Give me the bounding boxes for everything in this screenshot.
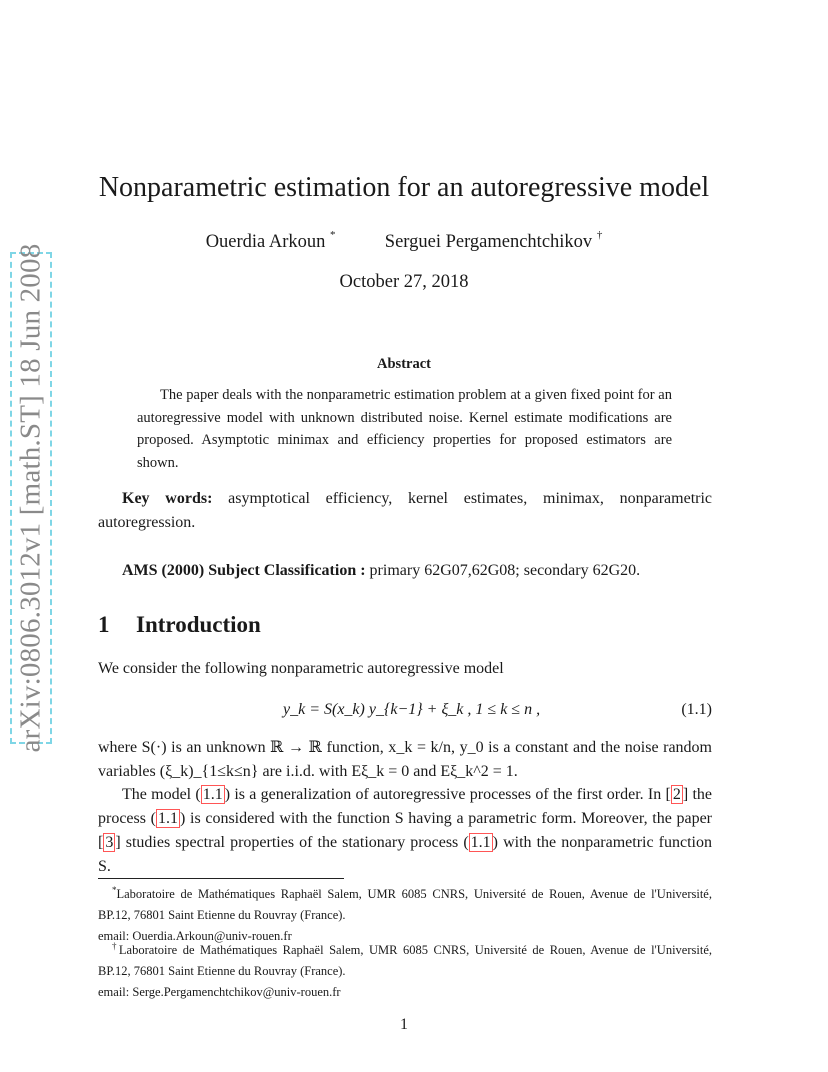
text-run: ) is considered with the function S having a parametric form. Moreover, the paper [ (98, 810, 713, 851)
footnote-mark: † (596, 229, 603, 241)
citation-link[interactable]: 2 (672, 786, 681, 803)
abstract-heading: Abstract (377, 356, 431, 372)
intro-sentence: We consider the following nonparametric autoregressive model (98, 660, 504, 677)
ams-text: primary 62G07,62G08; secondary 62G20. (369, 562, 641, 579)
text-run: ) is a generalization of autoregressive processes of the first order. In [ (224, 786, 671, 803)
equation-link[interactable]: 1.1 (470, 834, 491, 851)
footnote-text: Laboratoire de Mathématiques Raphaël Salem, UMR 6085 CNRS, Université de Rouen, Avenue de l'Université, BP.12, 76801 Saint Etienne du Rouvray (France). (98, 943, 712, 979)
citation-link[interactable]: 3 (105, 834, 114, 851)
section-number: 1 (98, 612, 110, 637)
text-run: ] the process ( (98, 786, 712, 827)
footnote-2 (98, 936, 712, 1003)
page-number: 1 (400, 1016, 408, 1033)
keywords-text: asymptotical efficiency, kernel estimates, minimax, nonparametric autoregression. (98, 490, 713, 531)
model-paragraph (98, 783, 712, 879)
author-list (0, 231, 808, 253)
keywords-label: Key words: (122, 490, 213, 507)
arxiv-stamp-text: arXiv:0806.3012v1 [math.ST] 18 Jun 2008 (14, 243, 47, 753)
footnote-email: email: Ouerdia.Arkoun@univ-rouen.fr (98, 929, 292, 944)
paper-date: October 27, 2018 (339, 272, 469, 292)
abstract-text: The paper deals with the nonparametric estimation problem at a given fixed point for an autoregressive model with unknown distributed noise. Kernel estimate modifications are proposed. Asymptotic minimax and efficiency properties for proposed estimators are shown. (137, 387, 672, 471)
author-name: Ouerdia Arkoun (205, 232, 326, 253)
footnote-mark: * (112, 885, 117, 895)
footnote-email: email: Serge.Pergamenchtchikov@univ-rouen.fr (98, 985, 341, 1000)
text-run: ] studies spectral properties of the stationary process ( (115, 834, 469, 851)
keywords (98, 487, 712, 535)
text-run: The model ( (122, 786, 201, 803)
equation-link[interactable]: 1.1 (202, 786, 223, 803)
author-name: Serguei Pergamenchtchikov (384, 232, 593, 253)
footnote-rule (98, 878, 344, 879)
text-run: ) with the nonparametric function S. (98, 834, 712, 875)
footnote-mark: † (112, 941, 119, 951)
ams-label: AMS (2000) Subject Classification : (122, 562, 366, 579)
footnote-text: Laboratoire de Mathématiques Raphaël Salem, UMR 6085 CNRS, Université de Rouen, Avenue de l'Université, BP.12, 76801 Saint Etienne du Rouvray (France). (98, 887, 712, 923)
paper-title: Nonparametric estimation for an autoregressive model (98, 172, 710, 203)
equation-number: (1.1) (681, 701, 712, 718)
arxiv-stamp[interactable] (10, 243, 52, 753)
section-title: Introduction (136, 612, 261, 637)
where-paragraph: where S(·) is an unknown ℝ → ℝ function, x_k = k/n, y_0 is a constant and the noise random variables (ξ_k)_{1≤k≤n} are i.i.d. with Eξ_k = 0 and Eξ_k^2 = 1. (98, 739, 712, 780)
equation-formula: y_k = S(x_k) y_{k−1} + ξ_k , 1 ≤ k ≤ n , (283, 701, 541, 718)
footnote-mark: * (330, 229, 336, 241)
equation-link[interactable]: 1.1 (158, 810, 178, 827)
ams-classification (122, 559, 640, 583)
section-heading (98, 612, 261, 638)
